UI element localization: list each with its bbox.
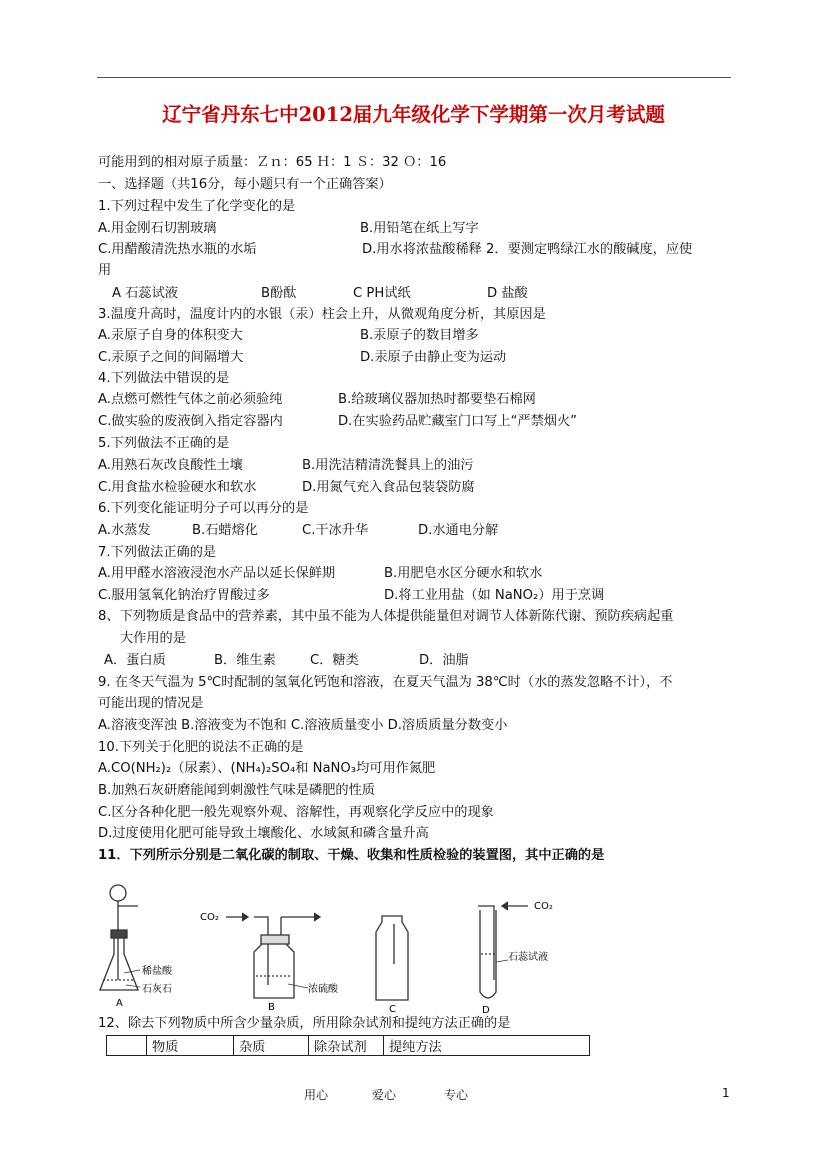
q2-option-c: C PH试纸 (353, 286, 411, 301)
q8-option-a: A．蛋白质 (104, 653, 166, 668)
footer-text-2: 爱心 (372, 1088, 397, 1102)
footer-text-1: 用心 (304, 1088, 329, 1102)
q7-stem: 7.下列做法正确的是 (98, 545, 217, 560)
apparatus-a (100, 885, 140, 990)
q10-option-a: A.CO(NH₂)₂（尿素）、(NH₄)₂SO₄和 NaNO₃均可用作氮肥 (98, 761, 436, 776)
q1-stem: 1.下列过程中发生了化学变化的是 (98, 199, 296, 214)
header-cell-substance: 物质 (147, 1036, 234, 1056)
label-litmus: 石蕊试液 (508, 952, 548, 963)
q7-option-b: B.用肥皂水区分硬水和软水 (384, 566, 543, 581)
label-caco3: 石灰石 (142, 984, 172, 995)
apparatus-c (376, 916, 408, 1000)
header-cell-method: 提纯方法 (384, 1036, 590, 1056)
page-number: 1 (722, 1086, 730, 1100)
q6-option-a: A.水蒸发 (98, 523, 151, 538)
q10-option-b: B.加熟石灰研磨能闻到刺激性气味是磷肥的性质 (98, 783, 375, 798)
q2-stem-cont: 用 (98, 263, 112, 278)
q3-option-a: A.汞原子自身的体积变大 (98, 328, 243, 343)
q7-option-a: A.用甲醛水溶液浸泡水产品以延长保鲜期 (98, 566, 336, 581)
apparatus-figure (96, 880, 576, 1014)
table-header-row (107, 1036, 590, 1056)
q8-stem-cont: 大作用的是 (120, 631, 186, 646)
label-b: B (268, 1002, 275, 1013)
q5-option-b: B.用洗洁精清洗餐具上的油污 (302, 458, 474, 473)
q10-option-d: D.过度使用化肥可能导致土壤酸化、水域氮和磷含量升高 (98, 826, 429, 841)
q1-option-d: D.用水将浓盐酸稀释 2．要测定鸭绿江水的酸碱度，应使 (362, 242, 693, 257)
q4-option-c: C.做实验的废液倒入指定容器内 (98, 414, 283, 429)
q9-stem-cont: 可能出现的情况是 (98, 696, 204, 711)
q6-stem: 6.下列变化能证明分子可以再分的是 (98, 501, 309, 516)
atomic-mass-line: 可能用到的相对原子质量：Ｚｎ：65 Ｈ：1 Ｓ：32 Ｏ：16 (98, 155, 447, 170)
document-title: 辽宁省丹东七中2012届九年级化学下学期第一次月考试题 (162, 103, 665, 126)
q5-option-d: D.用氮气充入食品包装袋防腐 (302, 480, 475, 495)
q4-option-b: B.给玻璃仪器加热时都要垫石棉网 (338, 392, 536, 407)
q8-stem: 8、下列物质是食品中的营养素，其中虽不能为人体提供能量但对调节人体新陈代谢、预防疾病起重 (98, 609, 674, 624)
q4-option-a: A.点燃可燃性气体之前必须验纯 (98, 392, 283, 407)
label-hcl: 稀盐酸 (142, 966, 172, 977)
q3-option-c: C.汞原子之间的间隔增大 (98, 350, 244, 365)
q3-stem: 3.温度升高时，温度计内的水银（汞）柱会上升，从微观角度分析，其原因是 (98, 307, 546, 322)
q2-option-a: A 石蕊试液 (112, 286, 178, 301)
header-cell-impurity: 杂质 (234, 1036, 309, 1056)
header-cell-reagent: 除杂试剂 (309, 1036, 384, 1056)
q3-option-b: B.汞原子的数目增多 (360, 328, 479, 343)
q12-stem: 12、除去下列物质中所含少量杂质，所用除杂试剂和提纯方法正确的是 (98, 1016, 511, 1031)
q1-option-a: A.用金刚石切割玻璃 (98, 221, 217, 236)
q10-stem: 10.下列关于化肥的说法不正确的是 (98, 740, 304, 755)
q3-option-d: D.汞原子由静止变为运动 (360, 350, 507, 365)
q9-stem: 9. 在冬天气温为 5℃时配制的氢氧化钙饱和溶液，在夏天气温为 38℃时（水的蒸发忽略不计），不 (98, 675, 673, 690)
q1-option-b: B.用铅笔在纸上写字 (360, 221, 479, 236)
q8-option-d: D．油脂 (419, 653, 469, 668)
q11-stem: 11．下列所示分别是二氧化碳的制取、干燥、收集和性质检验的装置图，其中正确的是 (98, 848, 605, 863)
q6-option-d: D.水通电分解 (418, 523, 499, 538)
header-rule (97, 77, 731, 78)
label-a: A (116, 998, 123, 1009)
q6-option-b: B.石蜡熔化 (192, 523, 258, 538)
q9-options: A.溶液变浑浊 B.溶液变为不饱和 C.溶液质量变小 D.溶质质量分数变小 (98, 718, 508, 733)
q10-option-c: C.区分各种化肥一般先观察外观、溶解性，再观察化学反应中的现象 (98, 805, 494, 820)
q2-option-b: B酚酞 (261, 286, 297, 301)
q5-stem: 5.下列做法不正确的是 (98, 436, 230, 451)
q5-option-c: C.用食盐水检验硬水和软水 (98, 480, 257, 495)
apparatus-d (478, 902, 528, 998)
q6-option-c: C.干冰升华 (302, 523, 369, 538)
label-d: D (482, 1005, 490, 1014)
q4-stem: 4.下列做法中错误的是 (98, 371, 230, 386)
q8-option-b: B．维生素 (214, 653, 276, 668)
q8-option-c: C．糖类 (310, 653, 359, 668)
q4-option-d: D.在实验药品贮藏室门口写上“严禁烟火” (338, 414, 578, 429)
label-h2so4: 浓硫酸 (308, 984, 338, 995)
apparatus-b (226, 913, 320, 998)
footer-text-3: 专心 (444, 1088, 469, 1102)
q7-option-d: D.将工业用盐（如 NaNO₂）用于烹调 (384, 588, 605, 603)
q12-table (106, 1035, 590, 1056)
q7-option-c: C.服用氢氧化钠治疗胃酸过多 (98, 588, 270, 603)
section-heading: 一、选择题（共16分，每小题只有一个正确答案） (98, 177, 392, 192)
label-c: C (389, 1004, 396, 1014)
header-cell-blank (107, 1036, 147, 1056)
q2-option-d: D 盐酸 (487, 286, 528, 301)
q5-option-a: A.用熟石灰改良酸性土壤 (98, 458, 243, 473)
label-co2-b: CO₂ (200, 912, 219, 923)
label-co2-d: CO₂ (534, 901, 553, 912)
q1-option-c: C.用醋酸清洗热水瓶的水垢 (98, 242, 257, 257)
